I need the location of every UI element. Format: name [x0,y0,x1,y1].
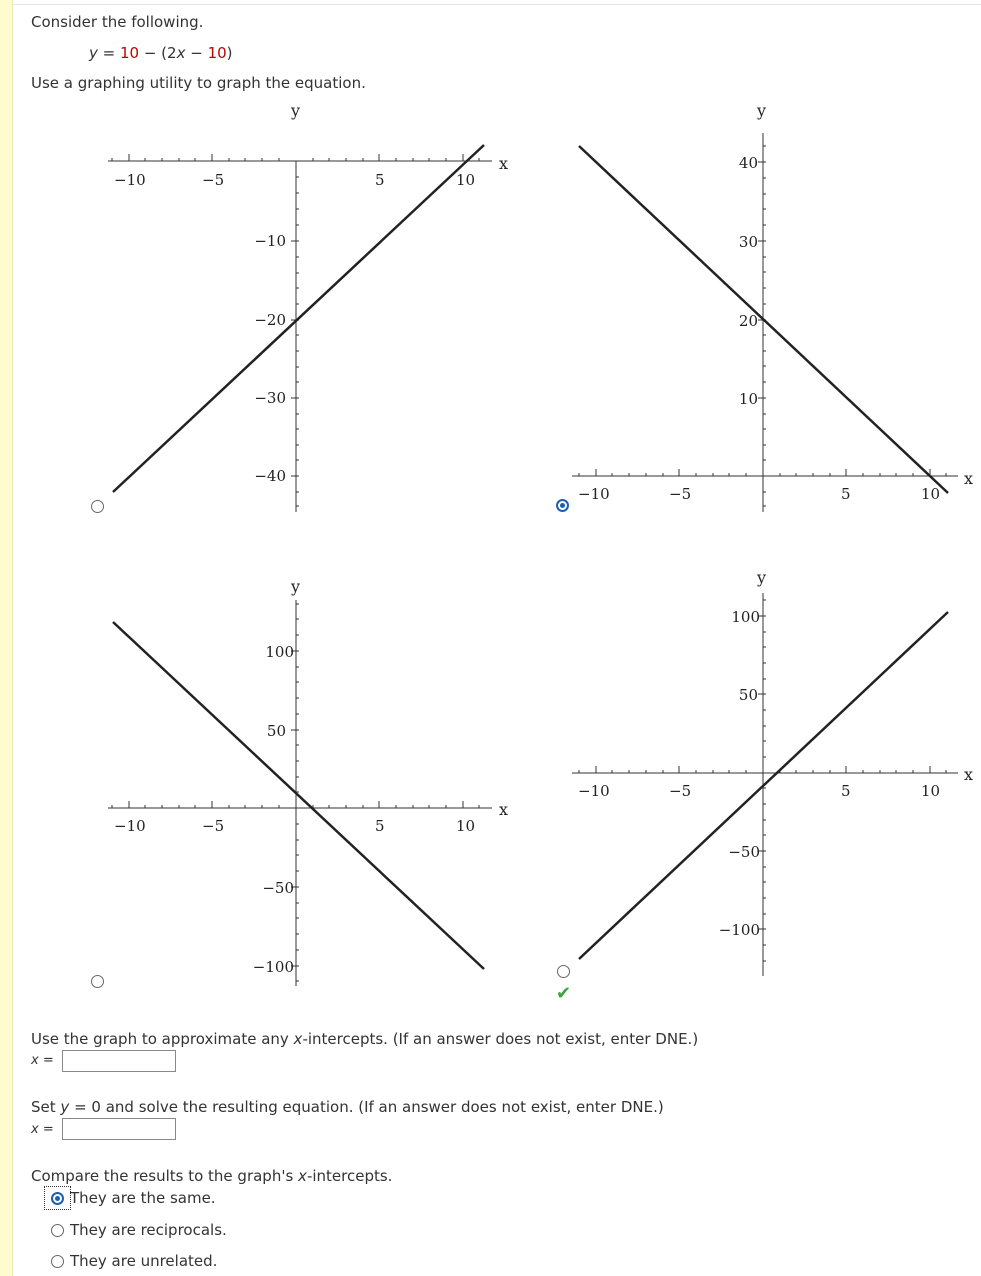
graph-b-ytick-4: 10 [738,390,758,408]
graph-c-radio[interactable] [91,975,104,988]
q2-prompt: Set y = 0 and solve the resulting equation. (If an answer does not exist, enter DNE.) [31,1098,664,1116]
graph-c-ytick-1: 100 [265,643,294,661]
graph-c-xtick-4: 10 [456,817,476,835]
graph-b-xtick-1: −10 [578,485,610,503]
graph-d-ytick-2: 50 [738,686,758,704]
graph-b [566,98,981,518]
graph-a-x-label: x [499,154,509,173]
graph-b-ytick-2: 30 [738,233,758,251]
graph-b-xtick-4: 10 [921,485,941,503]
graph-a-ytick-3: −30 [254,389,286,407]
graph-d-y-label: y [757,568,767,587]
instruction-text: Use a graphing utility to graph the equation. [31,74,366,92]
graph-d-ytick-4: −100 [718,921,760,939]
graph-d-xtick-1: −10 [578,782,610,800]
q3-option-unrelated-radio[interactable] [51,1255,64,1268]
q2-var-label: x = [31,1122,54,1137]
graph-c-xtick-2: −5 [202,817,225,835]
graph-c-line [113,622,484,969]
q1-answer-input[interactable] [62,1050,176,1072]
graph-b-xtick-3: 5 [841,485,851,503]
graph-a [100,98,520,518]
graph-d-x-label: x [964,765,974,784]
graph-d-xtick-2: −5 [669,782,692,800]
graph-c-ytick-4: −100 [252,958,294,976]
graph-b-y-label: y [757,101,767,120]
graph-c-y-label: y [291,577,301,596]
graph-a-xtick-3: 5 [375,171,385,189]
graph-a-line [113,145,484,492]
graph-d-y-ticks [758,600,766,961]
graph-c [100,570,520,995]
q3-option-same[interactable] [51,1189,216,1207]
graph-d [566,565,981,985]
q3-option-reciprocals[interactable] [51,1221,227,1239]
q3-option-same-label: They are the same. [70,1189,216,1207]
q3-option-unrelated[interactable] [51,1252,217,1270]
graph-b-y-ticks [758,146,766,506]
left-margin-bar [0,0,13,1276]
q2-answer-input[interactable] [62,1118,176,1140]
graph-b-xtick-2: −5 [669,485,692,503]
graph-c-ytick-3: −50 [262,879,294,897]
q3-option-unrelated-label: They are unrelated. [70,1252,218,1270]
graph-a-ytick-1: −10 [254,232,286,250]
graph-c-x-label: x [499,800,509,819]
graph-a-xtick-2: −5 [202,171,225,189]
graph-d-radio[interactable] [557,965,570,978]
graph-d-ytick-3: −50 [728,843,760,861]
graph-c-ytick-2: 50 [266,722,286,740]
graph-b-radio[interactable] [556,499,569,512]
q3-option-reciprocals-label: They are reciprocals. [70,1221,227,1239]
graph-a-xtick-1: −10 [114,171,146,189]
graph-b-ytick-3: 20 [738,312,758,330]
q1-prompt: Use the graph to approximate any x-intercepts. (If an answer does not exist, enter DNE.) [31,1030,699,1048]
intro-text: Consider the following. [31,13,204,31]
graph-d-xtick-3: 5 [841,782,851,800]
graph-b-ytick-1: 40 [738,154,758,172]
graph-d-ytick-1: 100 [731,608,760,626]
q1-var-label: x = [31,1053,54,1068]
checkmark-icon: ✔ [556,983,572,1004]
q3-prompt: Compare the results to the graph's x-intercepts. [31,1167,393,1185]
graph-a-y-ticks [291,177,299,506]
graph-d-xtick-4: 10 [921,782,941,800]
graph-a-xtick-4: 10 [456,171,476,189]
graph-a-ytick-2: −20 [254,311,286,329]
top-divider [12,4,981,5]
graph-a-radio[interactable] [91,500,104,513]
graph-a-ytick-4: −40 [254,467,286,485]
graph-b-x-label: x [964,469,974,488]
q3-option-reciprocals-radio[interactable] [51,1224,64,1237]
graph-c-xtick-3: 5 [375,817,385,835]
q3-option-same-radio[interactable] [51,1192,64,1205]
equation: y = 10 − (2x − 10) [89,44,233,62]
graph-c-xtick-1: −10 [114,817,146,835]
graph-a-y-label: y [291,101,301,120]
